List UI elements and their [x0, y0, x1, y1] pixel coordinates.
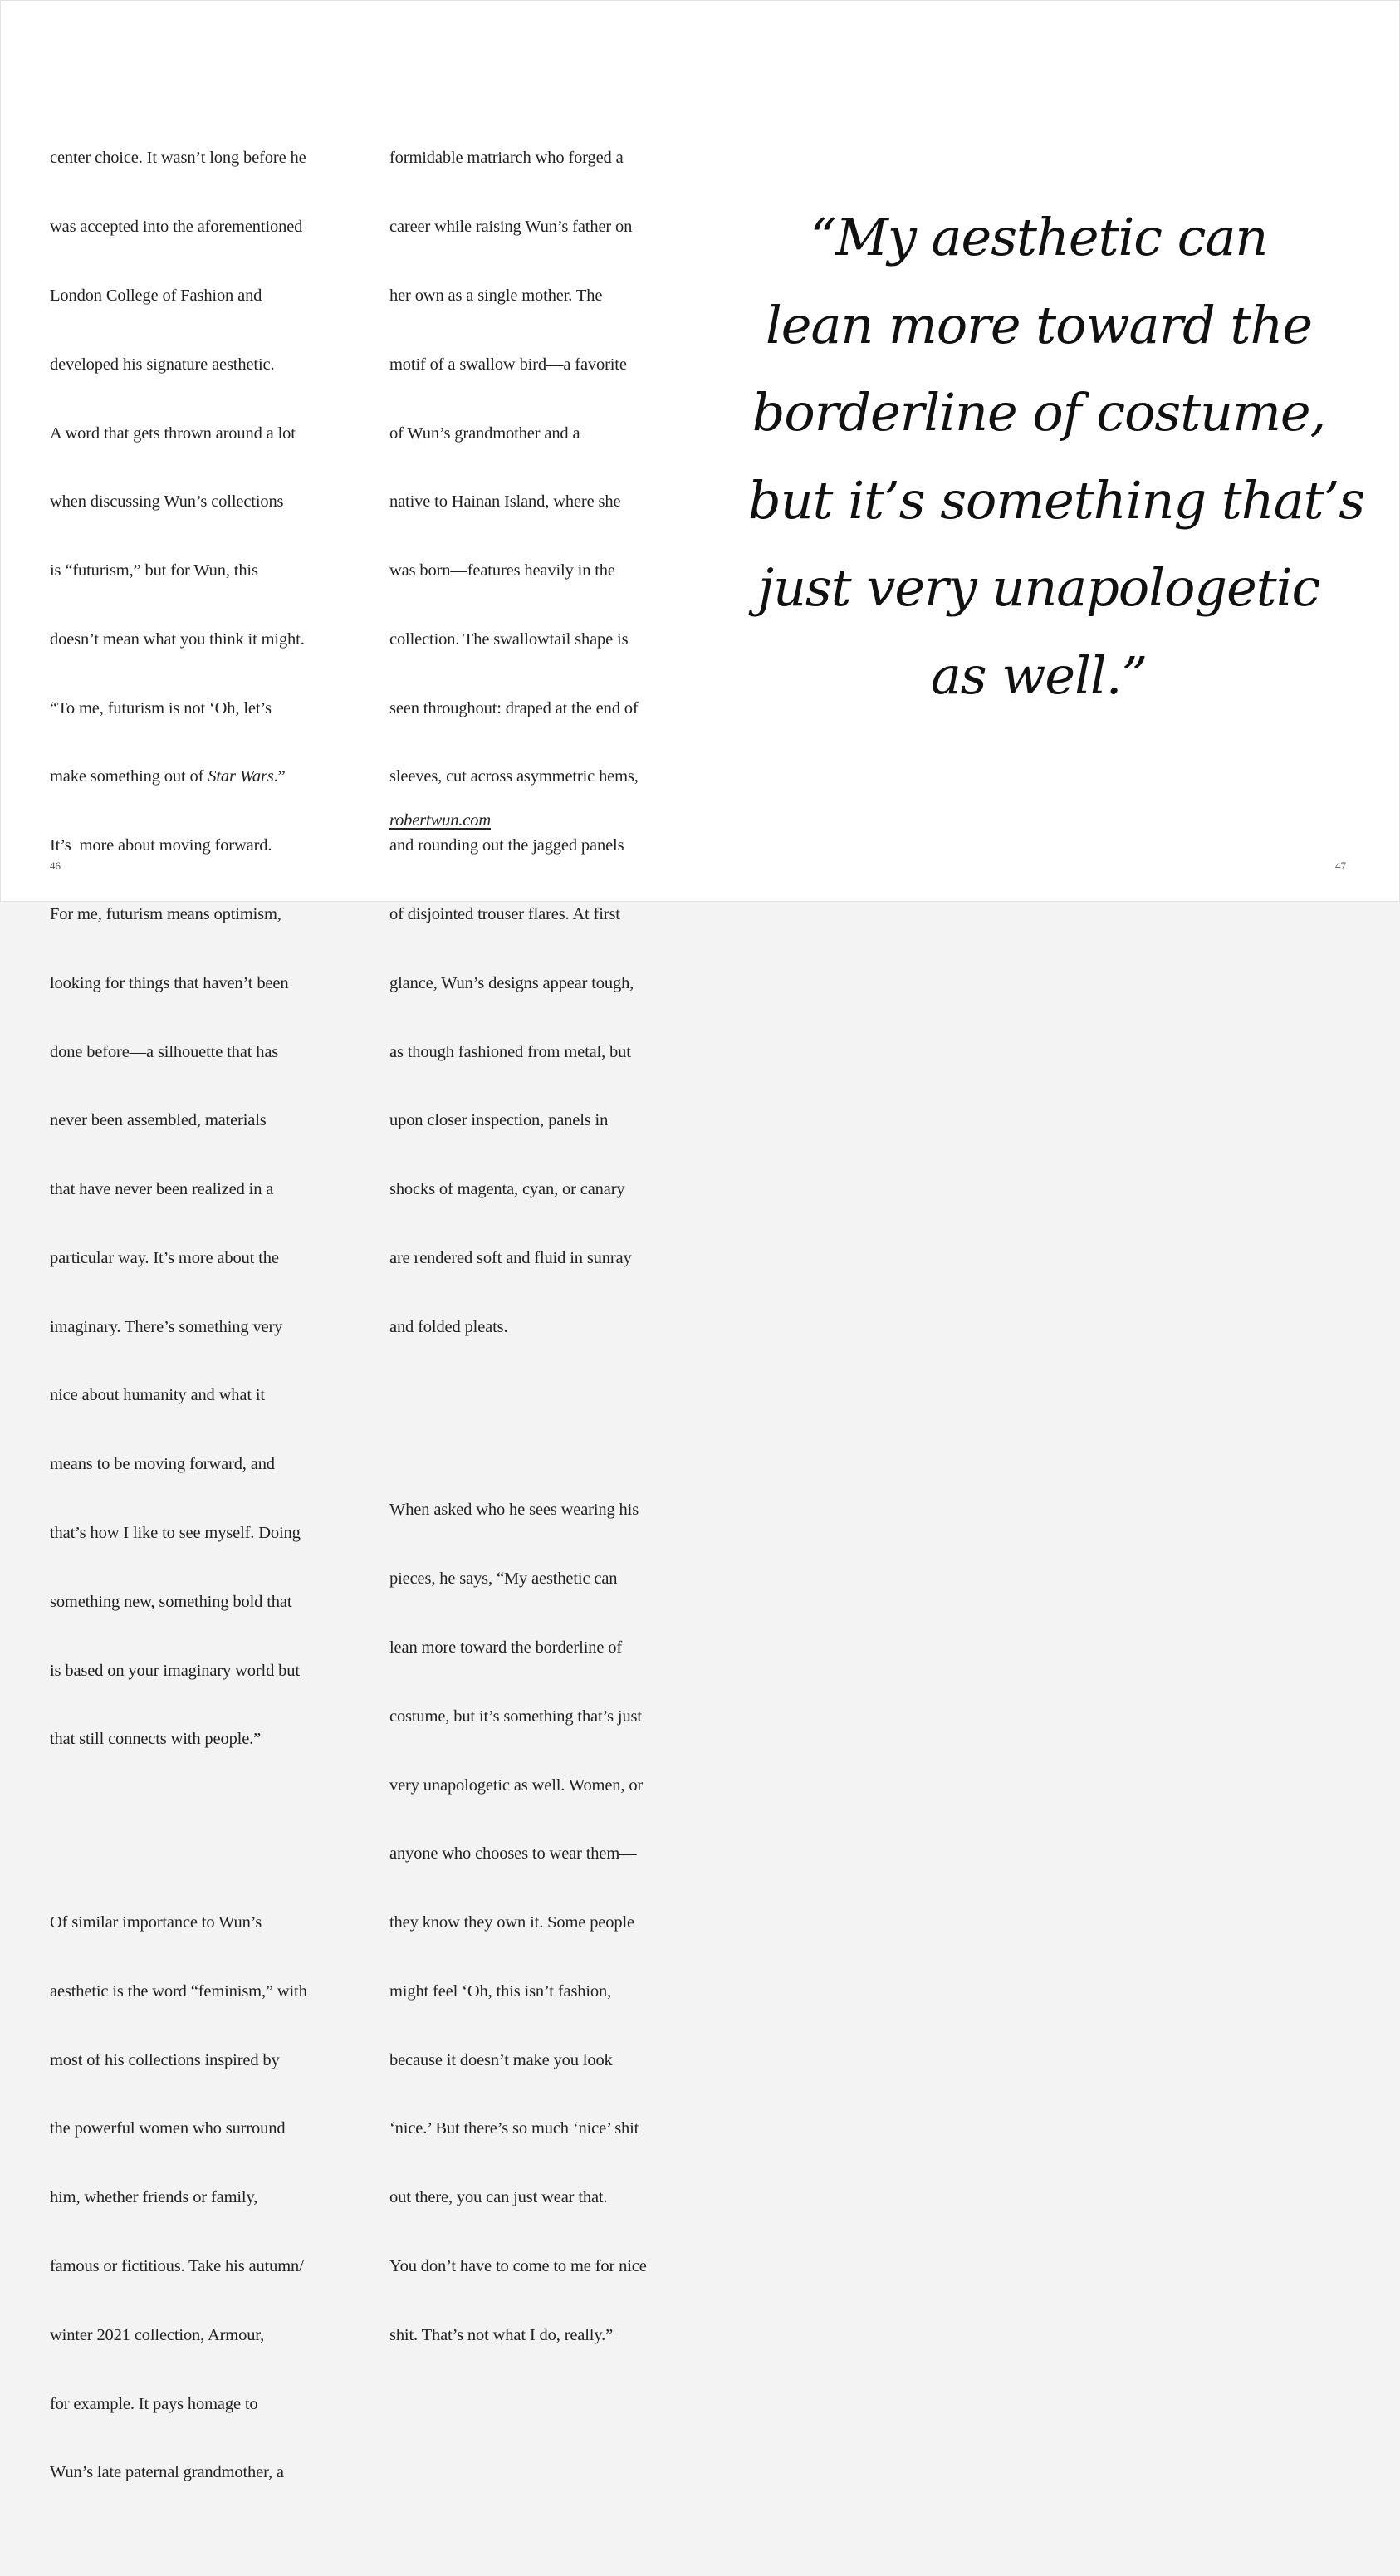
text-line: developed his signature aesthetic.: [50, 355, 275, 374]
text-line: glance, Wun’s designs appear tough,: [389, 973, 634, 992]
pull-quote-line: just very unapologetic: [757, 557, 1320, 618]
text-line: something new, something bold that: [50, 1592, 292, 1611]
text-line: Of similar importance to Wun’s: [50, 1913, 262, 1932]
text-line: upon closer inspection, panels in: [389, 1111, 609, 1130]
text-line: him, whether friends or family,: [50, 2188, 258, 2207]
text-line: of Wun’s grandmother and a: [389, 424, 580, 443]
text-line: are rendered soft and fluid in sunray: [389, 1248, 632, 1267]
text-line: and folded pleats.: [389, 1317, 508, 1336]
text-line: aesthetic is the word “feminism,” with: [50, 1981, 307, 2001]
text-line: was born—features heavily in the: [389, 561, 615, 580]
text-line: motif of a swallow bird—a favorite: [389, 355, 627, 374]
text-line: center choice. It wasn’t long before he: [50, 149, 306, 168]
pull-quote-line: as well.”: [930, 644, 1148, 706]
text-line: the powerful women who surround: [50, 2119, 286, 2138]
text-line: career while raising Wun’s father on: [389, 218, 633, 237]
body-column-left: [50, 56, 332, 2576]
text-line: collection. The swallowtail shape is: [389, 629, 629, 649]
text-line: When asked who he sees wearing his: [389, 1501, 639, 1520]
text-line: means to be moving forward, and: [50, 1455, 275, 1474]
text-line: of disjointed trouser flares. At first: [389, 904, 620, 923]
text-line: they know they own it. Some people: [389, 1913, 634, 1932]
text-line: might feel ‘Oh, this isn’t fashion,: [389, 1981, 612, 2001]
website-link[interactable]: robertwun.com: [389, 811, 491, 830]
text-line: formidable matriarch who forged a: [389, 149, 624, 168]
text-line: that’s how I like to see myself. Doing: [50, 1524, 301, 1542]
text-line: as though fashioned from metal, but: [389, 1042, 631, 1061]
body-column-right: [389, 56, 672, 2439]
text-line: done before—a silhouette that has: [50, 1042, 279, 1061]
text-line: anyone who chooses to wear them—: [389, 1844, 637, 1863]
text-line: sleeves, cut across asymmetric hems,: [389, 767, 639, 786]
text-line: was accepted into the aforementioned: [50, 218, 303, 237]
text-line: native to Hainan Island, where she: [389, 492, 621, 512]
text-line: imaginary. There’s something very: [50, 1317, 283, 1336]
text-line: because it doesn’t make you look: [389, 2050, 613, 2069]
pull-quote-line: lean more toward the: [765, 294, 1313, 355]
text-line: lean more toward the borderline of: [389, 1638, 623, 1657]
text-line: most of his collections inspired by: [50, 2050, 280, 2069]
page-number-left: 46: [50, 859, 61, 872]
text-line: winter 2021 collection, Armour,: [50, 2325, 265, 2344]
pull-quote-line: borderline of costume,: [751, 382, 1326, 443]
text-line: is “futurism,” but for Wun, this: [50, 561, 258, 580]
text-line: shit. That’s not what I do, really.”: [389, 2325, 614, 2344]
paragraph: [50, 1866, 332, 2530]
text-line: out there, you can just wear that.: [389, 2188, 608, 2207]
text-line: A word that gets thrown around a lot: [50, 424, 296, 443]
pull-quote: [748, 193, 1365, 719]
text-line: famous or fictitious. Take his autumn/: [50, 2257, 304, 2275]
pull-quote-line: “My aesthetic can: [810, 207, 1268, 267]
paragraph: [389, 1453, 672, 2392]
text-line: ‘nice.’ But there’s so much ‘nice’ shit: [389, 2119, 639, 2138]
text-line: You don’t have to come to me for nice: [389, 2257, 647, 2275]
text-line: very unapologetic as well. Women, or: [389, 1775, 644, 1795]
text-line: that still connects with people.”: [50, 1730, 262, 1749]
text-line: looking for things that haven’t been: [50, 973, 289, 992]
page-number-right: 47: [1335, 859, 1346, 872]
text-line: doesn’t mean what you think it might.: [50, 629, 305, 649]
text-line: her own as a single mother. The: [389, 286, 603, 305]
text-line: and rounding out the jagged panels: [389, 836, 624, 855]
text-line-star-wars: [50, 766, 332, 789]
text-line: particular way. It’s more about the: [50, 1248, 279, 1267]
text-line: that have never been realized in a: [50, 1180, 274, 1199]
text-line: for example. It pays homage to: [50, 2394, 258, 2413]
text-line: London College of Fashion and: [50, 286, 262, 305]
text-line: costume, but it’s something that’s just: [389, 1707, 642, 1726]
text-line: never been assembled, materials: [50, 1111, 267, 1130]
text-line: nice about humanity and what it: [50, 1386, 265, 1405]
paragraph: [389, 101, 672, 1384]
paragraph: [50, 101, 332, 1797]
italic-title: Star Wars: [208, 767, 274, 786]
text-line: “To me, futurism is not ‘Oh, let’s: [50, 698, 272, 717]
text-line: pieces, he says, “My aesthetic can: [389, 1570, 618, 1589]
text-line: shocks of magenta, cyan, or canary: [389, 1180, 625, 1199]
text-fragment: make something out of: [50, 767, 208, 786]
pull-quote-line: but it’s something that’s: [748, 469, 1365, 531]
text-line: It’s more about moving forward.: [50, 836, 272, 855]
text-line: when discussing Wun’s collections: [50, 492, 284, 512]
text-line: Wun’s late paternal grandmother, a: [50, 2463, 284, 2482]
text-line: seen throughout: draped at the end of: [389, 698, 639, 717]
text-line: For me, futurism means optimism,: [50, 904, 281, 923]
text-line: is based on your imaginary world but: [50, 1661, 300, 1680]
text-fragment: .”: [273, 767, 286, 786]
